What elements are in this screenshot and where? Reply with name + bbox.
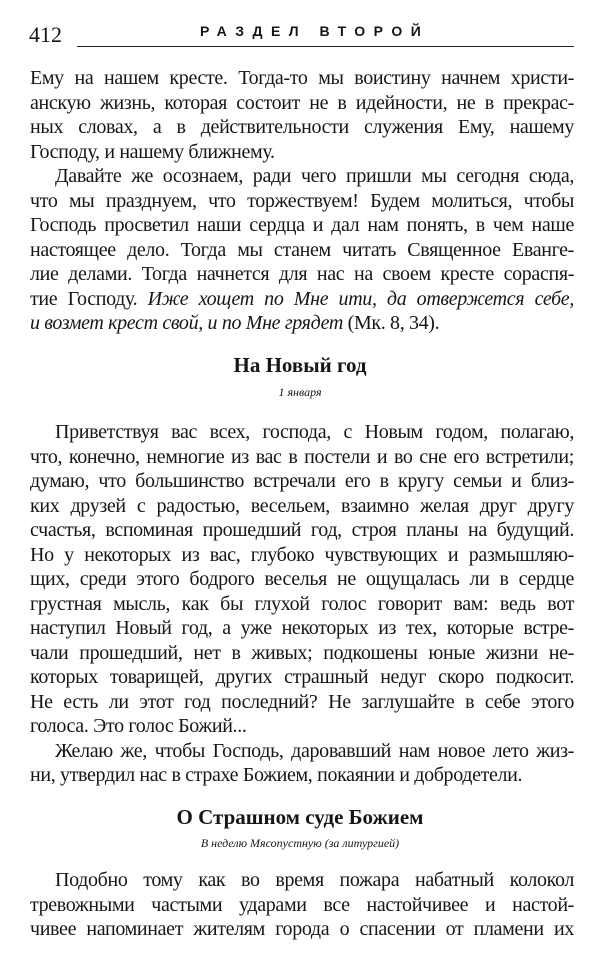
section-heading: О Страшном суде Божием <box>176 805 424 829</box>
text-line: которых товарищей, других страшный недуг скоро подкосит. <box>30 666 574 688</box>
text-line: Приветствуя вас всех, господа, с Новым годом, полагаю, <box>55 421 574 443</box>
text-line <box>30 287 574 312</box>
section-title: РАЗДЕЛ ВТОРОЙ <box>200 23 430 39</box>
text-line: Давайте же осознаем, ради чего пришли мы сегодня сюда, <box>55 165 574 187</box>
text-line: наступил Новый год, а уже некоторых из тех, которые встре- <box>30 617 574 639</box>
scripture-reference: (Мк. 8, 34). <box>342 312 440 334</box>
text-line: Подобно тому как во время пожара набатный колокол <box>55 869 574 891</box>
text-line: ни, утвердил нас в страхе Божием, покаянии и добродетели. <box>30 764 523 786</box>
text-line: анскую жизнь, которая состоит не в идейности, не в прекрас- <box>30 91 574 114</box>
text-line: чивее напоминает жителям города о спасении от пламени их <box>30 918 574 940</box>
text-line: Не есть ли этот год последний? Не заглушайте в себе этого <box>30 690 574 713</box>
text-line: грустная мысль, как бы глухой голос говорит вам: ведь вот <box>30 592 574 615</box>
text-line: ких друзей с радостью, весельем, взаимно желая друг другу <box>30 494 574 517</box>
text-line: щих, среди этого бодрого веселья не ощущалась ли в сердце <box>30 568 574 590</box>
header-rule <box>77 46 574 47</box>
section-heading: На Новый год <box>233 353 367 377</box>
page-number: 412 <box>29 22 62 47</box>
section2-text <box>30 868 574 942</box>
intro-text <box>30 66 574 336</box>
text-line: Но у некоторых из вас, глубоко чувствующих и размышляю- <box>30 543 574 566</box>
text-line: настоящее дело. Тогда мы станем читать Священное Еванге- <box>30 238 574 261</box>
text-line: Господь просветил наши сердца и дал нам понять, в чем наше <box>30 214 574 236</box>
text-line: голоса. Это голос Божий... <box>30 715 247 737</box>
text-line: чали прошедший, нет в живых; подкошены юные жизни не- <box>30 641 574 664</box>
text-line: думаю, что большинство встречали его в кругу семьи и близ- <box>30 470 574 492</box>
text-line: счастья, вспоминая прошедший год, строя планы на будущий. <box>30 519 574 541</box>
text-line: Ему на нашем кресте. Тогда-то мы воистину начнем христи- <box>30 67 574 89</box>
text-line: Господу, и нашему ближнему. <box>30 140 275 163</box>
text-line: ных словах, а в действительности служения Ему, нашему <box>30 116 574 138</box>
text-line: тревожными частыми ударами все настойчивее и настой- <box>30 893 574 916</box>
text-line: что мы празднуем, что торжествуем! Будем молиться, чтобы <box>30 189 574 212</box>
scripture-quote: Иже хощет по Мне ити, да отвержется себе, <box>147 287 574 310</box>
scripture-quote: и возмет крест свой, и по Мне грядет <box>30 312 343 334</box>
section-subtitle: 1 января <box>278 385 322 399</box>
text-line: что, конечно, немногие из вас в постели и во сне его встретили; <box>30 445 574 468</box>
text-line: Желаю же, чтобы Господь, даровавший нам новое лето жиз- <box>55 739 574 762</box>
text-line <box>30 311 574 336</box>
text-run: тие Господу. <box>30 287 148 310</box>
text-line: лие делами. Тогда начнется для нас на своем кресте сораспя- <box>30 263 574 285</box>
section1-text <box>30 420 574 788</box>
section-subtitle: В неделю Мясопустную (за литургией) <box>200 836 400 850</box>
